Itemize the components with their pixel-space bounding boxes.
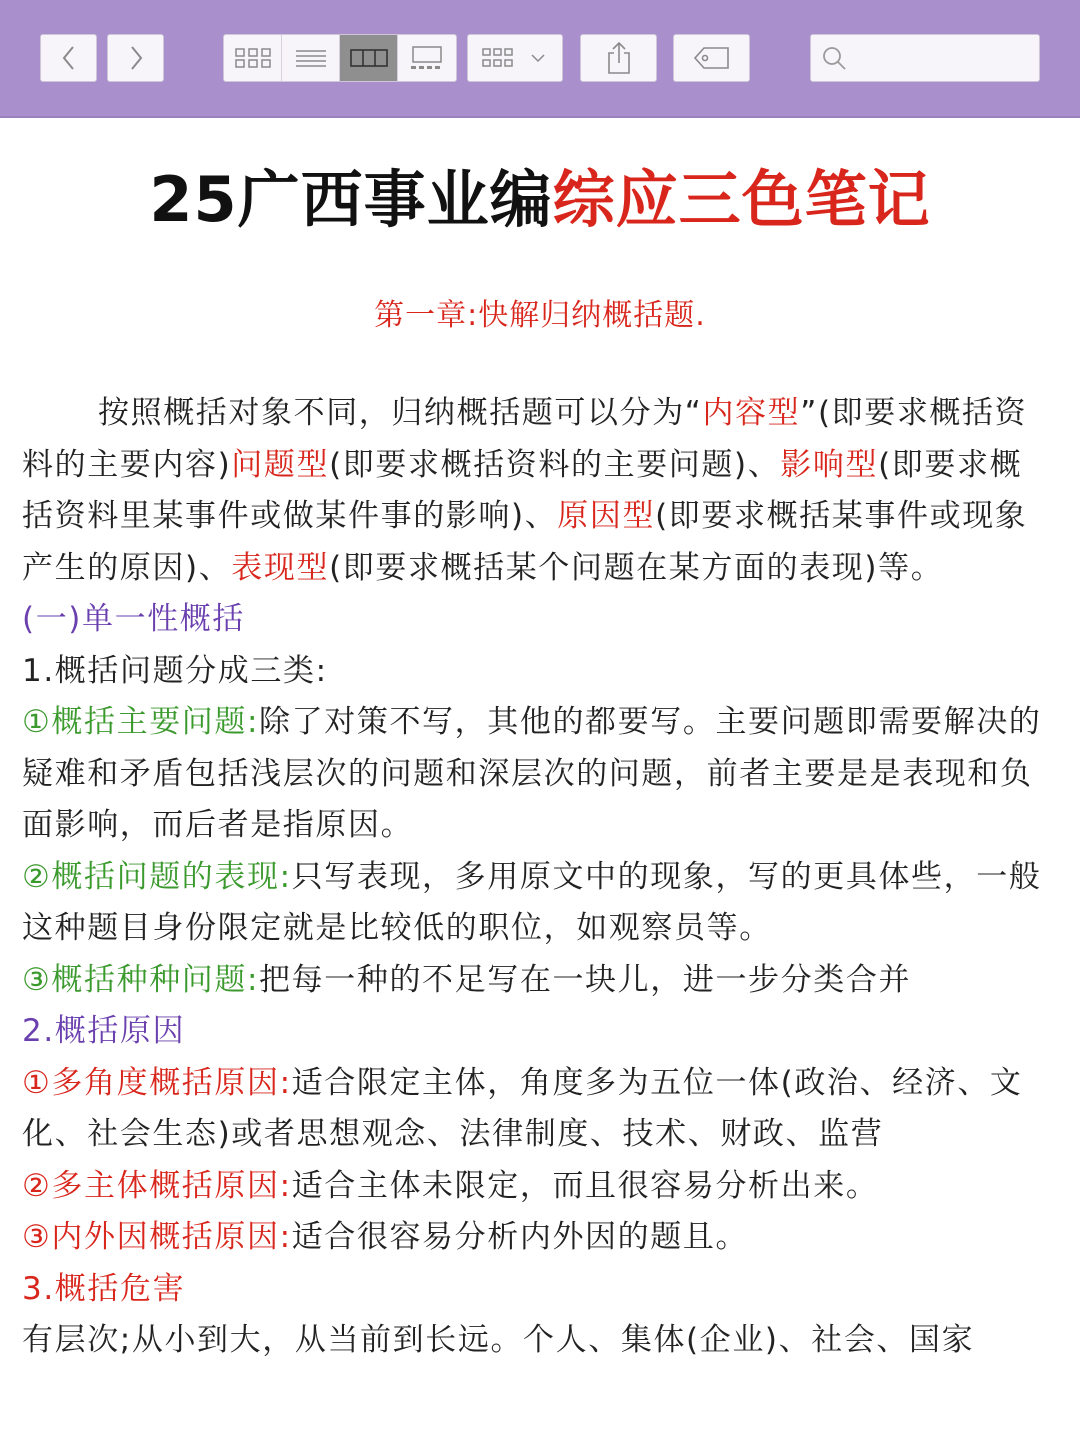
point-multi-angle xyxy=(22,1058,1052,1161)
group-by-button[interactable] xyxy=(467,34,563,82)
page-title xyxy=(0,150,1080,239)
view-mode-segment xyxy=(223,34,457,82)
tag-icon xyxy=(692,45,732,71)
point-multi-subject xyxy=(22,1161,1052,1213)
point-text: 适合限定主体，角度多为五位一体(政治、经济、文化、社会生态)或者思想观念、法律制度、技术、财政、监营 xyxy=(22,1064,1023,1152)
point-main-problem xyxy=(22,697,1052,852)
list-view-button[interactable] xyxy=(282,35,340,81)
point-label: ①概括主要问题: xyxy=(22,704,260,740)
search-input[interactable] xyxy=(853,47,1027,70)
type-cause: 原因型 xyxy=(557,498,656,534)
note-body xyxy=(22,388,1052,1367)
icon-view-icon xyxy=(233,46,273,70)
point-problem-manifestation xyxy=(22,852,1052,955)
type-impact: 影响型 xyxy=(780,446,879,483)
point-text: 只写表现，多用原文中的现象，写的更具体些，一般这种题目身份限定就是比较低的职位，如观察员等。 xyxy=(22,858,1042,946)
item-heading: 2.概括原因 xyxy=(22,1013,186,1049)
tag-button[interactable] xyxy=(673,34,750,82)
point-text: 适合主体未限定，而且很容易分析出来。 xyxy=(291,1167,879,1204)
list-view-icon xyxy=(293,46,329,70)
point-label: ①多角度概括原因: xyxy=(22,1064,292,1101)
item-heading: 1.概括问题分成三类: xyxy=(22,652,328,689)
harm-paragraph: 有层次;从小到大，从当前到长远。个人、集体(企业)、社会、国家 xyxy=(22,1322,975,1358)
title-red: 综应三色笔记 xyxy=(552,163,931,236)
section-heading: (一)单一性概括 xyxy=(22,601,245,637)
share-button[interactable] xyxy=(580,34,657,82)
title-black: 25广西事业编 xyxy=(149,163,553,236)
item-heading: 3.概括危害 xyxy=(22,1270,186,1307)
icon-view-button[interactable] xyxy=(224,35,282,81)
type-problem: 问题型 xyxy=(231,446,330,483)
intro-text: 按照概括对象不同，归纳概括题可以分为“ xyxy=(98,395,703,431)
point-label: ②多主体概括原因: xyxy=(22,1167,292,1204)
chevron-right-icon xyxy=(126,44,146,72)
column-view-button[interactable] xyxy=(340,35,398,81)
search-field[interactable] xyxy=(810,34,1040,82)
point-label: ②概括问题的表现: xyxy=(22,858,292,895)
toolbar xyxy=(0,0,1080,118)
group-by-icon xyxy=(480,46,550,70)
gallery-view-icon xyxy=(407,45,447,71)
point-various-problems xyxy=(22,955,1052,1007)
forward-button[interactable] xyxy=(107,34,164,82)
chapter-heading: 第一章:快解归纳概括题. xyxy=(374,298,706,333)
column-view-icon xyxy=(349,46,389,70)
intro-text: (即要求概括资料里某事件或做某件事的影响)、 xyxy=(22,446,1023,534)
back-button[interactable] xyxy=(40,34,97,82)
search-icon xyxy=(821,45,847,71)
type-content: 内容型 xyxy=(702,395,801,431)
intro-text: (即要求概括某事件或现象产生的原因)、 xyxy=(22,498,1028,586)
intro-text: ”(即要求概括资料的主要内容) xyxy=(22,395,1028,483)
intro-text: (即要求概括某个问题在某方面的表现)等。 xyxy=(329,549,944,586)
point-text: 把每一种的不足写在一块儿，进一步分类合并 xyxy=(259,961,912,998)
chevron-left-icon xyxy=(59,44,79,72)
type-manifestation: 表现型 xyxy=(231,549,330,586)
point-label: ③概括种种问题: xyxy=(22,961,260,998)
gallery-view-button[interactable] xyxy=(398,35,456,81)
point-text: 适合很容易分析内外因的题且。 xyxy=(291,1219,749,1255)
point-label: ③内外因概括原因: xyxy=(22,1219,292,1255)
share-icon xyxy=(605,41,633,75)
intro-text: (即要求概括资料的主要问题)、 xyxy=(329,446,781,483)
point-text: 除了对策不写，其他的都要写。主要问题即需要解决的疑难和矛盾包括浅层次的问题和深层次的问题，前者主要是是表现和负面影响，而后者是指原因。 xyxy=(22,704,1042,843)
point-internal-external xyxy=(22,1212,1052,1264)
intro-paragraph xyxy=(22,388,1052,594)
